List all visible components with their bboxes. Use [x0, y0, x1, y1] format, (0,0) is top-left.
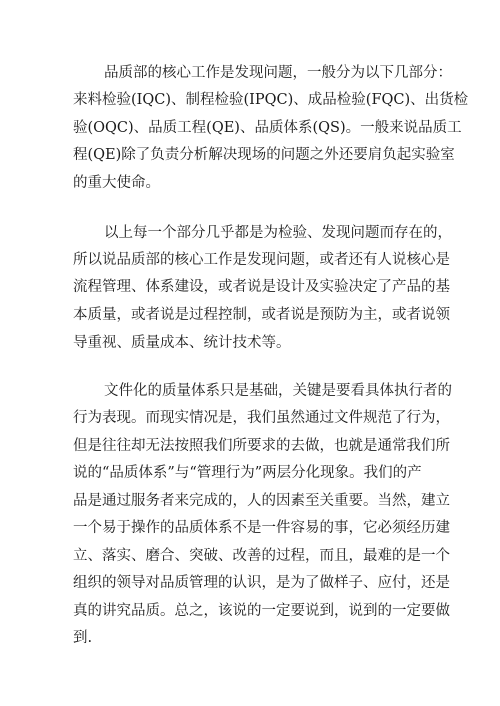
paragraph-line: 说的“品质体系”与“管理行为”两层分化现象。我们的产	[73, 465, 422, 481]
paragraph-line: 品质部的核心工作是发现问题，一般分为以下几部分：	[104, 65, 452, 81]
paragraph-line: 一个易于操作的品质体系不是一件容易的事，它必须经历建	[73, 520, 450, 536]
paragraph-line: 文件化的质量体系只是基础，关键是要看具体执行者的	[104, 383, 452, 399]
paragraph-line: 程(QE)除了负责分析解决现场的问题之外还要肩负起实验室	[73, 147, 455, 163]
paragraph-line: 导重视、质量成本、统计技术等。	[73, 335, 291, 351]
paragraph-line: 本质量，或者说是过程控制，或者说是预防为主，或者说领	[73, 307, 450, 323]
paragraph-line: 以上每一个部分几乎都是为检验、发现问题而存在的，	[104, 225, 452, 241]
paragraph-line: 行为表现。而现实情况是，我们虽然通过文件规范了行为，	[73, 410, 450, 426]
paragraph-line: 品是通过服务者来完成的，人的因素至关重要。当然，建立	[73, 493, 450, 509]
paragraph-line: 流程管理、体系建设，或者说是设计及实验决定了产品的基	[73, 279, 450, 295]
paragraph-line: 立、落实、磨合、突破、改善的过程，而且，最难的是一个	[73, 548, 450, 564]
paragraph-line: 到.	[73, 630, 93, 646]
paragraph-line: 但是往往却无法按照我们所要求的去做，也就是通常我们所	[73, 438, 450, 454]
paragraph-line: 来料检验(IQC)、制程检验(IPQC)、成品检验(FQC)、出货检	[73, 92, 469, 108]
paragraph-line: 真的讲究品质。总之，该说的一定要说到，说到的一定要做	[73, 603, 450, 619]
paragraph-line: 所以说品质部的核心工作是发现问题，或者还有人说核心是	[73, 252, 450, 268]
paragraph-line: 组织的领导对品质管理的认识，是为了做样子、应付，还是	[73, 575, 450, 591]
paragraph-line: 的重大使命。	[73, 175, 160, 191]
paragraph-line: 验(OQC)、品质工程(QE)、品质体系(QS)。一般来说品质工	[73, 120, 462, 136]
